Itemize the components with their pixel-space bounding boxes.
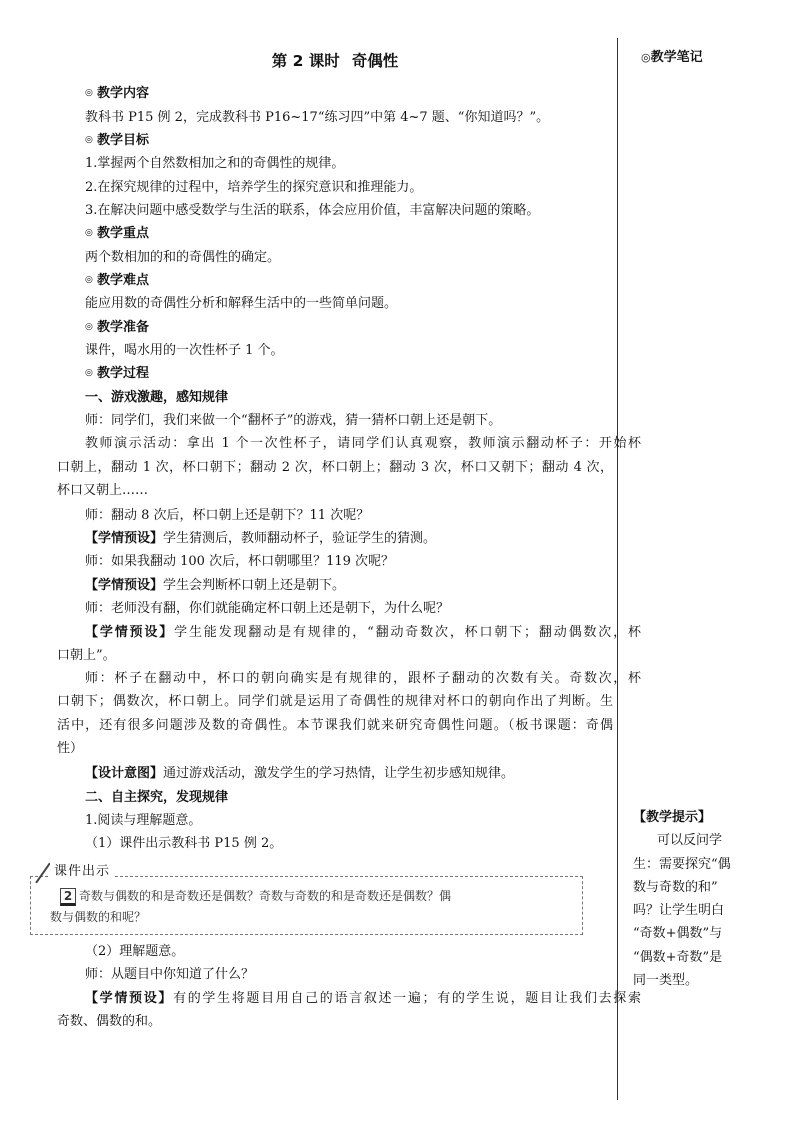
paragraph: 教师演示活动：拿出 1 个一次性杯子，请同学们认真观察，教师演示翻动杯子：开始杯 — [85, 436, 641, 451]
paragraph: 师：如果我翻动 100 次后，杯口朝哪里？119 次呢？ — [85, 554, 395, 569]
section-process: ◎ 教学过程 — [57, 362, 641, 385]
paragraph: 杯口又朝上…… — [57, 483, 149, 498]
tip-line: 可以反问学 — [657, 833, 723, 849]
paragraph: 师：老师没有翻，你们就能确定杯口朝上还是朝下，为什么呢？ — [85, 601, 450, 616]
key-text: 两个数相加的和的奇偶性的确定。 — [85, 250, 281, 265]
tag-predict: 【学情预设】 — [85, 531, 164, 546]
paragraph: 奇数、偶数的和。 — [57, 1014, 162, 1029]
paragraph: 口朝上，翻动 1 次，杯口朝下；翻动 2 次，杯口朝上；翻动 3 次，杯口又朝下；翻动 4 次， — [57, 460, 613, 475]
section-marker-icon: ◎ — [85, 228, 93, 238]
tag-predict: 【学情预设】 — [85, 578, 164, 593]
paragraph: 师：同学们，我们来做一个“翻杯子”的游戏，猜一猜杯口朝上还是朝下。 — [85, 413, 502, 428]
part1-heading: 一、游戏激趣，感知规律 — [85, 390, 229, 405]
section-marker-icon: ◎ — [85, 275, 93, 285]
example-number-badge: 2 — [60, 888, 76, 906]
paragraph: （2）理解题意。 — [85, 944, 185, 959]
tip-line: “偶数+奇数”是 — [633, 949, 723, 965]
page-title: 第 2 课时 奇偶性 — [271, 52, 399, 70]
part2-heading: 二、自主探究，发现规律 — [85, 790, 229, 805]
courseware-box — [30, 858, 583, 934]
tip-line: 数与奇数的和” — [633, 879, 718, 895]
section-marker-icon: ◎ — [85, 368, 93, 378]
section-teaching-goals: ◎ 教学目标 — [57, 129, 641, 152]
preparation-text: 课件，喝水用的一次性杯子 1 个。 — [85, 343, 284, 358]
paragraph: 【学情预设】有的学生将题目用自己的语言叙述一遍；有的学生说，题目让我们去探索 — [85, 991, 641, 1006]
paragraph: 活中，还有很多问题涉及数的奇偶性。本节课我们就来研究奇偶性问题。（板书课题：奇偶 — [57, 718, 613, 733]
paragraph: 【学情预设】学生猜测后，教师翻动杯子，验证学生的猜测。 — [85, 531, 437, 546]
section-marker-icon: ◎ — [85, 135, 93, 145]
teaching-tip — [633, 806, 733, 992]
tag-design: 【设计意图】 — [85, 766, 164, 781]
tip-line: 生：需要探究“偶 — [633, 856, 731, 872]
tag-predict: 【学情预设】 — [85, 625, 175, 640]
paragraph: （1）课件出示教科书 P15 例 2。 — [85, 836, 283, 851]
example-text: 2 奇数与偶数的和是奇数还是偶数？奇数与奇数的和是奇数还是偶数？偶 数与偶数的和呢？ — [50, 889, 452, 924]
paragraph: 师：杯子在翻动中，杯口的朝向确实是有规律的，跟杯子翻动的次数有关。奇数次，杯 — [85, 671, 641, 686]
goal-item: 2.在探究规律的过程中，培养学生的探究意识和推理能力。 — [85, 180, 423, 195]
tip-line: “奇数+偶数”与 — [633, 926, 723, 942]
paragraph: 师：翻动 8 次后，杯口朝上还是朝下？11 次呢？ — [85, 508, 370, 523]
goal-item: 1.掌握两个自然数相加之和的奇偶性的规律。 — [85, 156, 345, 171]
section-marker-icon: ◎ — [85, 88, 93, 98]
tip-line: 同一类型。 — [633, 973, 699, 989]
paragraph: 【学情预设】学生能发现翻动是有规律的，“翻动奇数次，杯口朝下；翻动偶数次，杯 — [85, 625, 641, 640]
tip-title: 【教学提示】 — [633, 810, 712, 825]
difficulty-text: 能应用数的奇偶性分析和解释生活中的一些简单问题。 — [85, 296, 398, 311]
courseware-label: 课件出示 — [50, 860, 114, 879]
section-teaching-content: ◎ 教学内容 — [57, 82, 641, 105]
teaching-notes-header: ◎教学笔记 — [641, 50, 703, 65]
notes-marker-icon: ◎ — [641, 51, 651, 64]
paragraph: 口朝下；偶数次，杯口朝上。同学们就是运用了奇偶性的规律对杯口的朝向作出了判断。生 — [57, 694, 613, 709]
paragraph: 师：从题目中你知道了什么？ — [85, 967, 255, 982]
tip-line: 吗？让学生明白 — [633, 903, 725, 919]
section-difficulty: ◎ 教学难点 — [57, 269, 641, 292]
paragraph: 口朝上”。 — [57, 648, 116, 663]
section-preparation: ◎ 教学准备 — [57, 316, 641, 339]
content-text: 教科书 P15 例 2，完成教科书 P16~17“练习四”中第 4~7 题、“你知道吗？”。 — [85, 110, 550, 125]
paragraph: 1.阅读与理解题意。 — [85, 813, 202, 828]
paragraph: 【设计意图】通过游戏活动，激发学生的学习热情，让学生初步感知规律。 — [85, 766, 515, 781]
section-key-point: ◎ 教学重点 — [57, 222, 641, 245]
paragraph: 性） — [57, 741, 84, 756]
section-marker-icon: ◎ — [85, 322, 93, 332]
tag-predict: 【学情预设】 — [85, 991, 174, 1006]
goal-item: 3.在解决问题中感受数学与生活的联系，体会应用价值，丰富解决问题的策略。 — [85, 203, 540, 218]
paragraph: 【学情预设】学生会判断杯口朝上还是朝下。 — [85, 578, 346, 593]
